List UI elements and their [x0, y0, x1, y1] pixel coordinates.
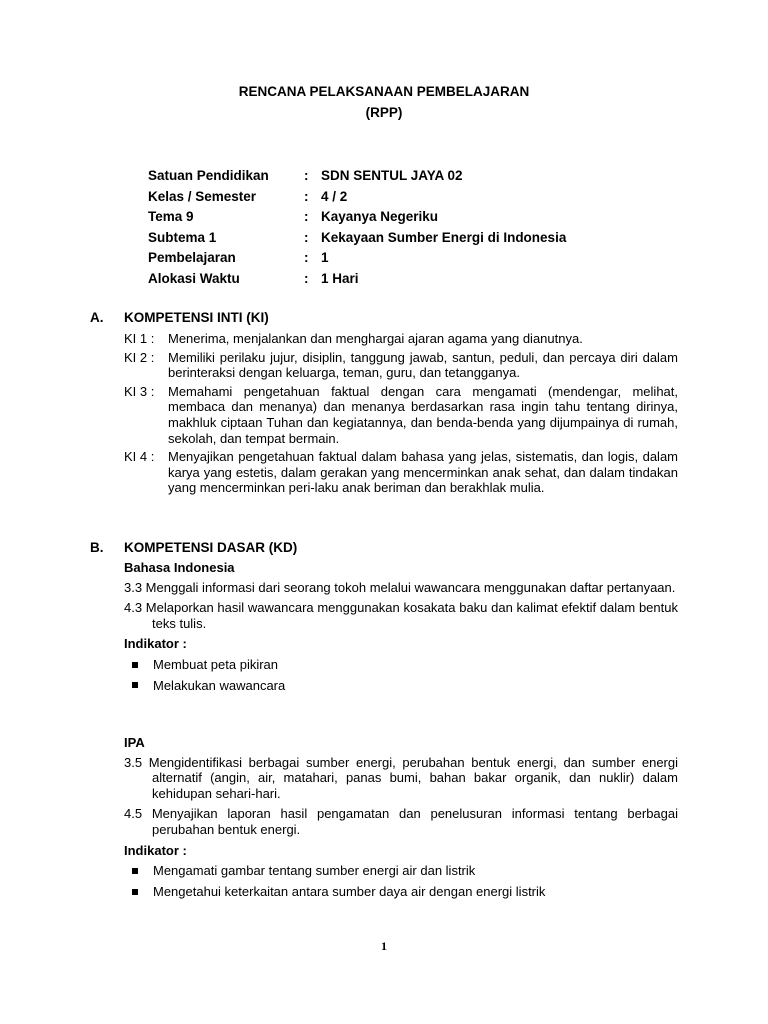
ki-item: [124, 384, 678, 446]
identity-row: [148, 207, 566, 228]
indikator-text: Mengamati gambar tentang sumber energi air dan listrik: [153, 863, 476, 879]
ki-list: [124, 331, 678, 499]
ki-text: Menyajikan pengetahuan faktual dalam bahasa yang jelas, sistematis, dan logis, dalam karya yang estetis, dalam gerakan yang mencerminkan anak sehat, dan dalam tindakan yang mencerminkan peri-laku anak beriman dan berakhlak mulia.: [168, 449, 678, 496]
indikator-text: Melakukan wawancara: [153, 677, 286, 693]
identity-table: [148, 166, 566, 290]
kd-ipa-block: [124, 735, 678, 899]
identity-value: SDN SENTUL JAYA 02: [321, 168, 463, 183]
indikator-label: Indikator :: [124, 842, 187, 858]
identity-value: 4 / 2: [321, 188, 348, 204]
kd-bahasa-block: [124, 560, 678, 693]
identity-colon: :: [304, 270, 309, 286]
identity-row: [148, 248, 566, 269]
ki-item: [124, 331, 678, 347]
ki-text: Menerima, menjalankan dan menghargai ajaran agama yang dianutnya.: [168, 331, 583, 346]
ki-text: Memiliki perilaku jujur, disiplin, tanggung jawab, santun, peduli, dan percaya diri dalam berinteraksi dengan keluarga, teman, guru, dan tetangganya.: [168, 349, 678, 381]
identity-label: Subtema 1: [148, 229, 217, 245]
bullet-icon: [132, 682, 138, 688]
subject-title: Bahasa Indonesia: [124, 560, 235, 575]
identity-colon: :: [304, 188, 309, 204]
indikator-item: [124, 678, 678, 694]
page-number: 1: [381, 939, 387, 953]
identity-colon: :: [304, 168, 309, 183]
identity-label: Kelas / Semester: [148, 188, 257, 204]
identity-label: Satuan Pendidikan: [148, 168, 269, 183]
identity-row: [148, 228, 566, 249]
section-letter: A.: [90, 310, 104, 325]
ki-code: KI 4 :: [124, 449, 155, 465]
indikator-item: [124, 863, 678, 879]
bullet-icon: [132, 889, 138, 895]
identity-row: [148, 166, 566, 187]
section-title: KOMPETENSI INTI (KI): [124, 310, 269, 325]
kd-item: 4.5 Menyajikan laporan hasil pengamatan dan penelusuran informasi tentang berbagai perubahan bentuk energi.: [124, 806, 678, 837]
identity-colon: :: [304, 229, 309, 245]
section-letter: B.: [90, 540, 104, 555]
subject-title: IPA: [124, 735, 145, 750]
identity-colon: :: [304, 250, 309, 266]
section-a-heading: [90, 310, 269, 325]
identity-label: Pembelajaran: [148, 250, 236, 266]
ki-code: KI 2 :: [124, 349, 155, 365]
section-b-heading: [90, 540, 297, 555]
bullet-icon: [132, 662, 138, 668]
ki-code: KI 1 :: [124, 331, 155, 346]
kd-item: 3.3 Menggali informasi dari seorang tokoh melalui wawancara menggunakan daftar pertanyaan.: [124, 579, 676, 595]
identity-row: [148, 187, 566, 208]
identity-value: 1: [321, 250, 329, 266]
bullet-icon: [132, 868, 138, 874]
identity-colon: :: [304, 209, 309, 225]
ki-text: Memahami pengetahuan faktual dengan cara mengamati (mendengar, melihat, membaca dan menanya) dan menanya berdasarkan rasa ingin tahu tentang dirinya, makhluk ciptaan Tuhan dan kegiatannya, dan benda-benda yang dijumpainya di rumah, sekolah, dan tempat bermain.: [168, 383, 678, 446]
indikator-text: Membuat peta pikiran: [153, 656, 279, 672]
identity-row: [148, 269, 566, 290]
indikator-item: [124, 884, 678, 900]
indikator-item: [124, 657, 678, 673]
document-title: RENCANA PELAKSANAAN PEMBELAJARAN: [238, 84, 530, 99]
document-subtitle: (RPP): [365, 105, 403, 120]
identity-label: Tema 9: [148, 209, 194, 225]
identity-label: Alokasi Waktu: [148, 270, 240, 286]
section-title: KOMPETENSI DASAR (KD): [124, 540, 298, 555]
kd-item: 3.5 Mengidentifikasi berbagai sumber energi, perubahan bentuk energi, dan sumber energi alternatif (angin, air, matahari, panas bumi, bahan bakar organik, dan nuklir) dalam kehidupan sehari-hari.: [124, 754, 678, 801]
indikator-text: Mengetahui keterkaitan antara sumber daya air dengan energi listrik: [153, 883, 546, 899]
ki-item: [124, 449, 678, 496]
ki-item: [124, 350, 678, 381]
kd-item: 4.3 Melaporkan hasil wawancara menggunakan kosakata baku dan kalimat efektif dalam bentuk teks tulis.: [124, 600, 678, 631]
ki-code: KI 3 :: [124, 383, 155, 399]
identity-value: Kekayaan Sumber Energi di Indonesia: [321, 229, 567, 245]
identity-value: 1 Hari: [321, 270, 359, 286]
indikator-label: Indikator :: [124, 636, 187, 652]
identity-value: Kayanya Negeriku: [321, 209, 439, 225]
